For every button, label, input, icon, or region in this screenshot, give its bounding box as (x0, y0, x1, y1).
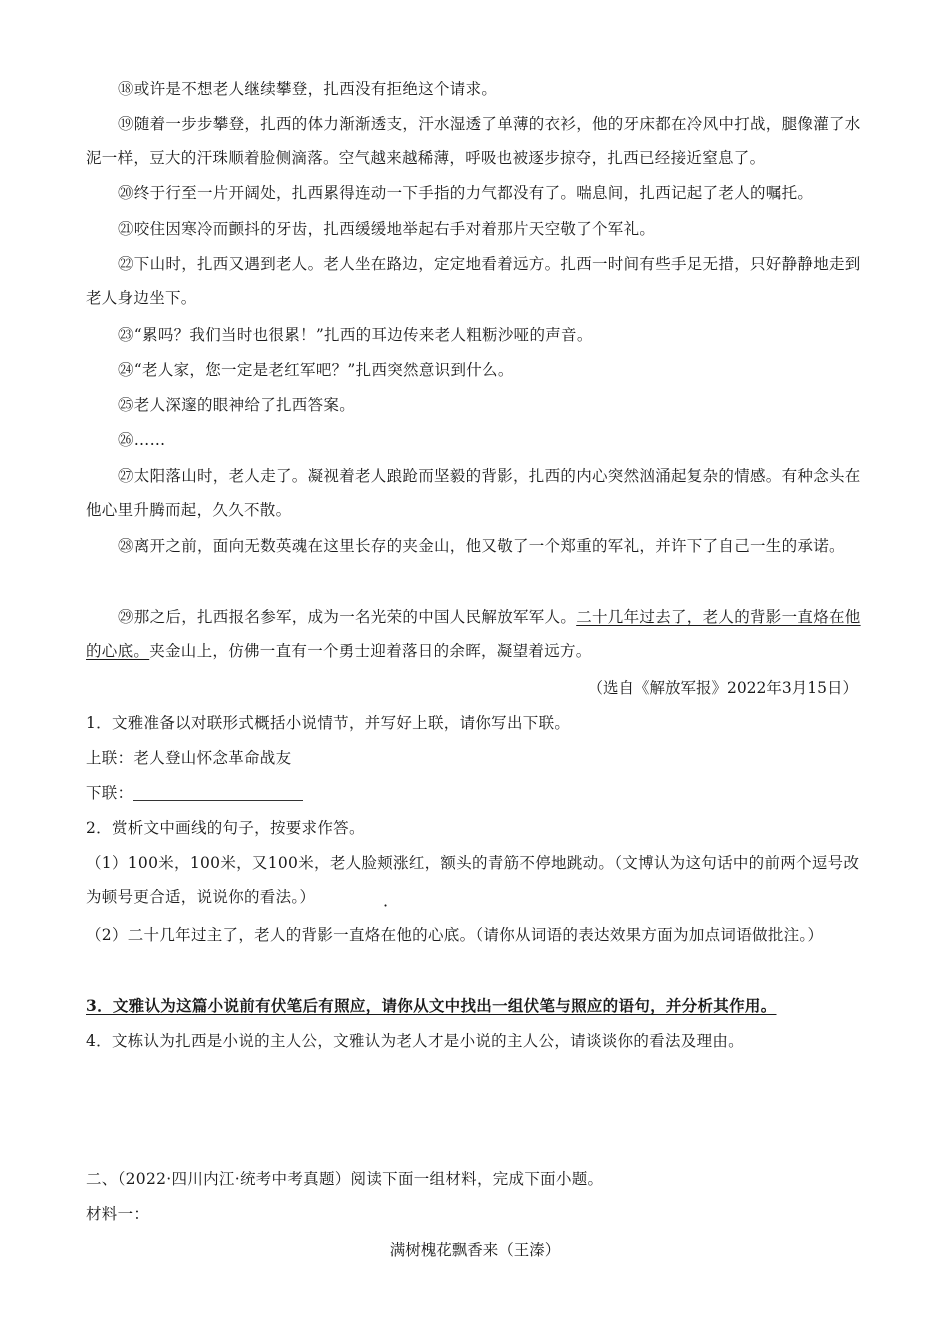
paragraph-20: ⑳终于行至一片开阔处，扎西累得连动一下手指的力气都没有了。喘息间，扎西记起了老人的嘱托。 (118, 184, 814, 202)
question-2-1: （1）100米，100米，又100米，老人脸颊涨红，额头的青筋不停地跳动。（文博认为这句话中的前两个逗号改为顿号更合适，说说你的看法。） (86, 854, 860, 906)
question-4: 4．文栋认为扎西是小说的主人公，文雅认为老人才是小说的主人公，请谈谈你的看法及理由。 (86, 1032, 744, 1050)
material-label: 材料一： (86, 1205, 150, 1223)
paragraph-27: ㉗太阳落山时，老人走了。凝视着老人踉跄而坚毅的背影，扎西的内心突然汹涌起复杂的情感。有种念头在他心里升腾而起，久久不散。 (86, 467, 861, 519)
emphasis-dot: · (383, 896, 389, 915)
paragraph-25: ㉕老人深邃的眼神给了扎西答案。 (118, 396, 356, 414)
couplet-lower (86, 776, 861, 810)
couplet-upper: 上联：老人登山怀念革命战友 (86, 749, 292, 767)
material-title: 满树槐花飘香来（王溱） (389, 1241, 561, 1259)
question-2-2: （2）二十几年过主了，老人的背影一直烙在他的心底。（请你从词语的表达效果方面为加点词语做批注。） (86, 926, 824, 944)
question-3-wrapper (86, 989, 861, 1023)
question-2: 2．赏析文中画线的句子，按要求作答。 (86, 819, 365, 837)
paragraph-18: ⑱或许是不想老人继续攀登，扎西没有拒绝这个请求。 (118, 80, 498, 98)
paragraph-21: ㉑咬住因寒冷而颤抖的牙齿，扎西缓缓地举起右手对着那片天空敬了个军礼。 (118, 220, 656, 238)
question-1: 1．文雅准备以对联形式概括小说情节，并写好上联，请你写出下联。 (86, 714, 571, 732)
couplet-lower-label: 下联： (86, 784, 134, 802)
paragraph-19: ⑲随着一步步攀登，扎西的体力渐渐透支，汗水湿透了单薄的衣衫，他的牙床都在冷风中打战，腿像灌了水泥一样，豆大的汗珠顺着脸侧滴落。空气越来越稀薄，呼吸也被逐步掠夺，扎西已经接近窒息了。 (86, 115, 861, 167)
paragraph-22: ㉒下山时，扎西又遇到老人。老人坐在路边，定定地看着远方。扎西一时间有些手足无措，只好静静地走到老人身边坐下。 (86, 255, 861, 307)
question-3: 3．文雅认为这篇小说前有伏笔后有照应，请你从文中找出一组伏笔与照应的语句，并分析其作用。 (86, 996, 777, 1015)
section-2-heading: 二、（2022·四川内江·统考中考真题）阅读下面一组材料，完成下面小题。 (86, 1170, 604, 1188)
paragraph-26: ㉖…… (118, 431, 166, 449)
underlined-sentence: 二十几年过去了，老人的背影一直烙在他的心底。 (86, 608, 861, 660)
paragraph-24: ㉔“老人家，您一定是老红军吧？”扎西突然意识到什么。 (118, 361, 514, 379)
paragraph-29 (86, 600, 861, 668)
paragraph-23: ㉓“累吗？我们当时也很累！”扎西的耳边传来老人粗粝沙哑的声音。 (118, 326, 593, 344)
paragraph-29-ending: 夹金山上，仿佛一直有一个勇士迎着落日的余晖，凝望着远方。 (149, 642, 592, 660)
source-citation: （选自《解放军报》2022年3月15日） (587, 679, 858, 697)
paragraph-28: ㉘离开之前，面向无数英魂在这里长存的夹金山，他又敬了一个郑重的军礼，并许下了自己一生的承诺。 (118, 537, 845, 555)
answer-blank[interactable] (133, 782, 303, 801)
paragraph-29-text: ㉙那之后，扎西报名参军，成为一名光荣的中国人民解放军军人。 (118, 608, 577, 626)
